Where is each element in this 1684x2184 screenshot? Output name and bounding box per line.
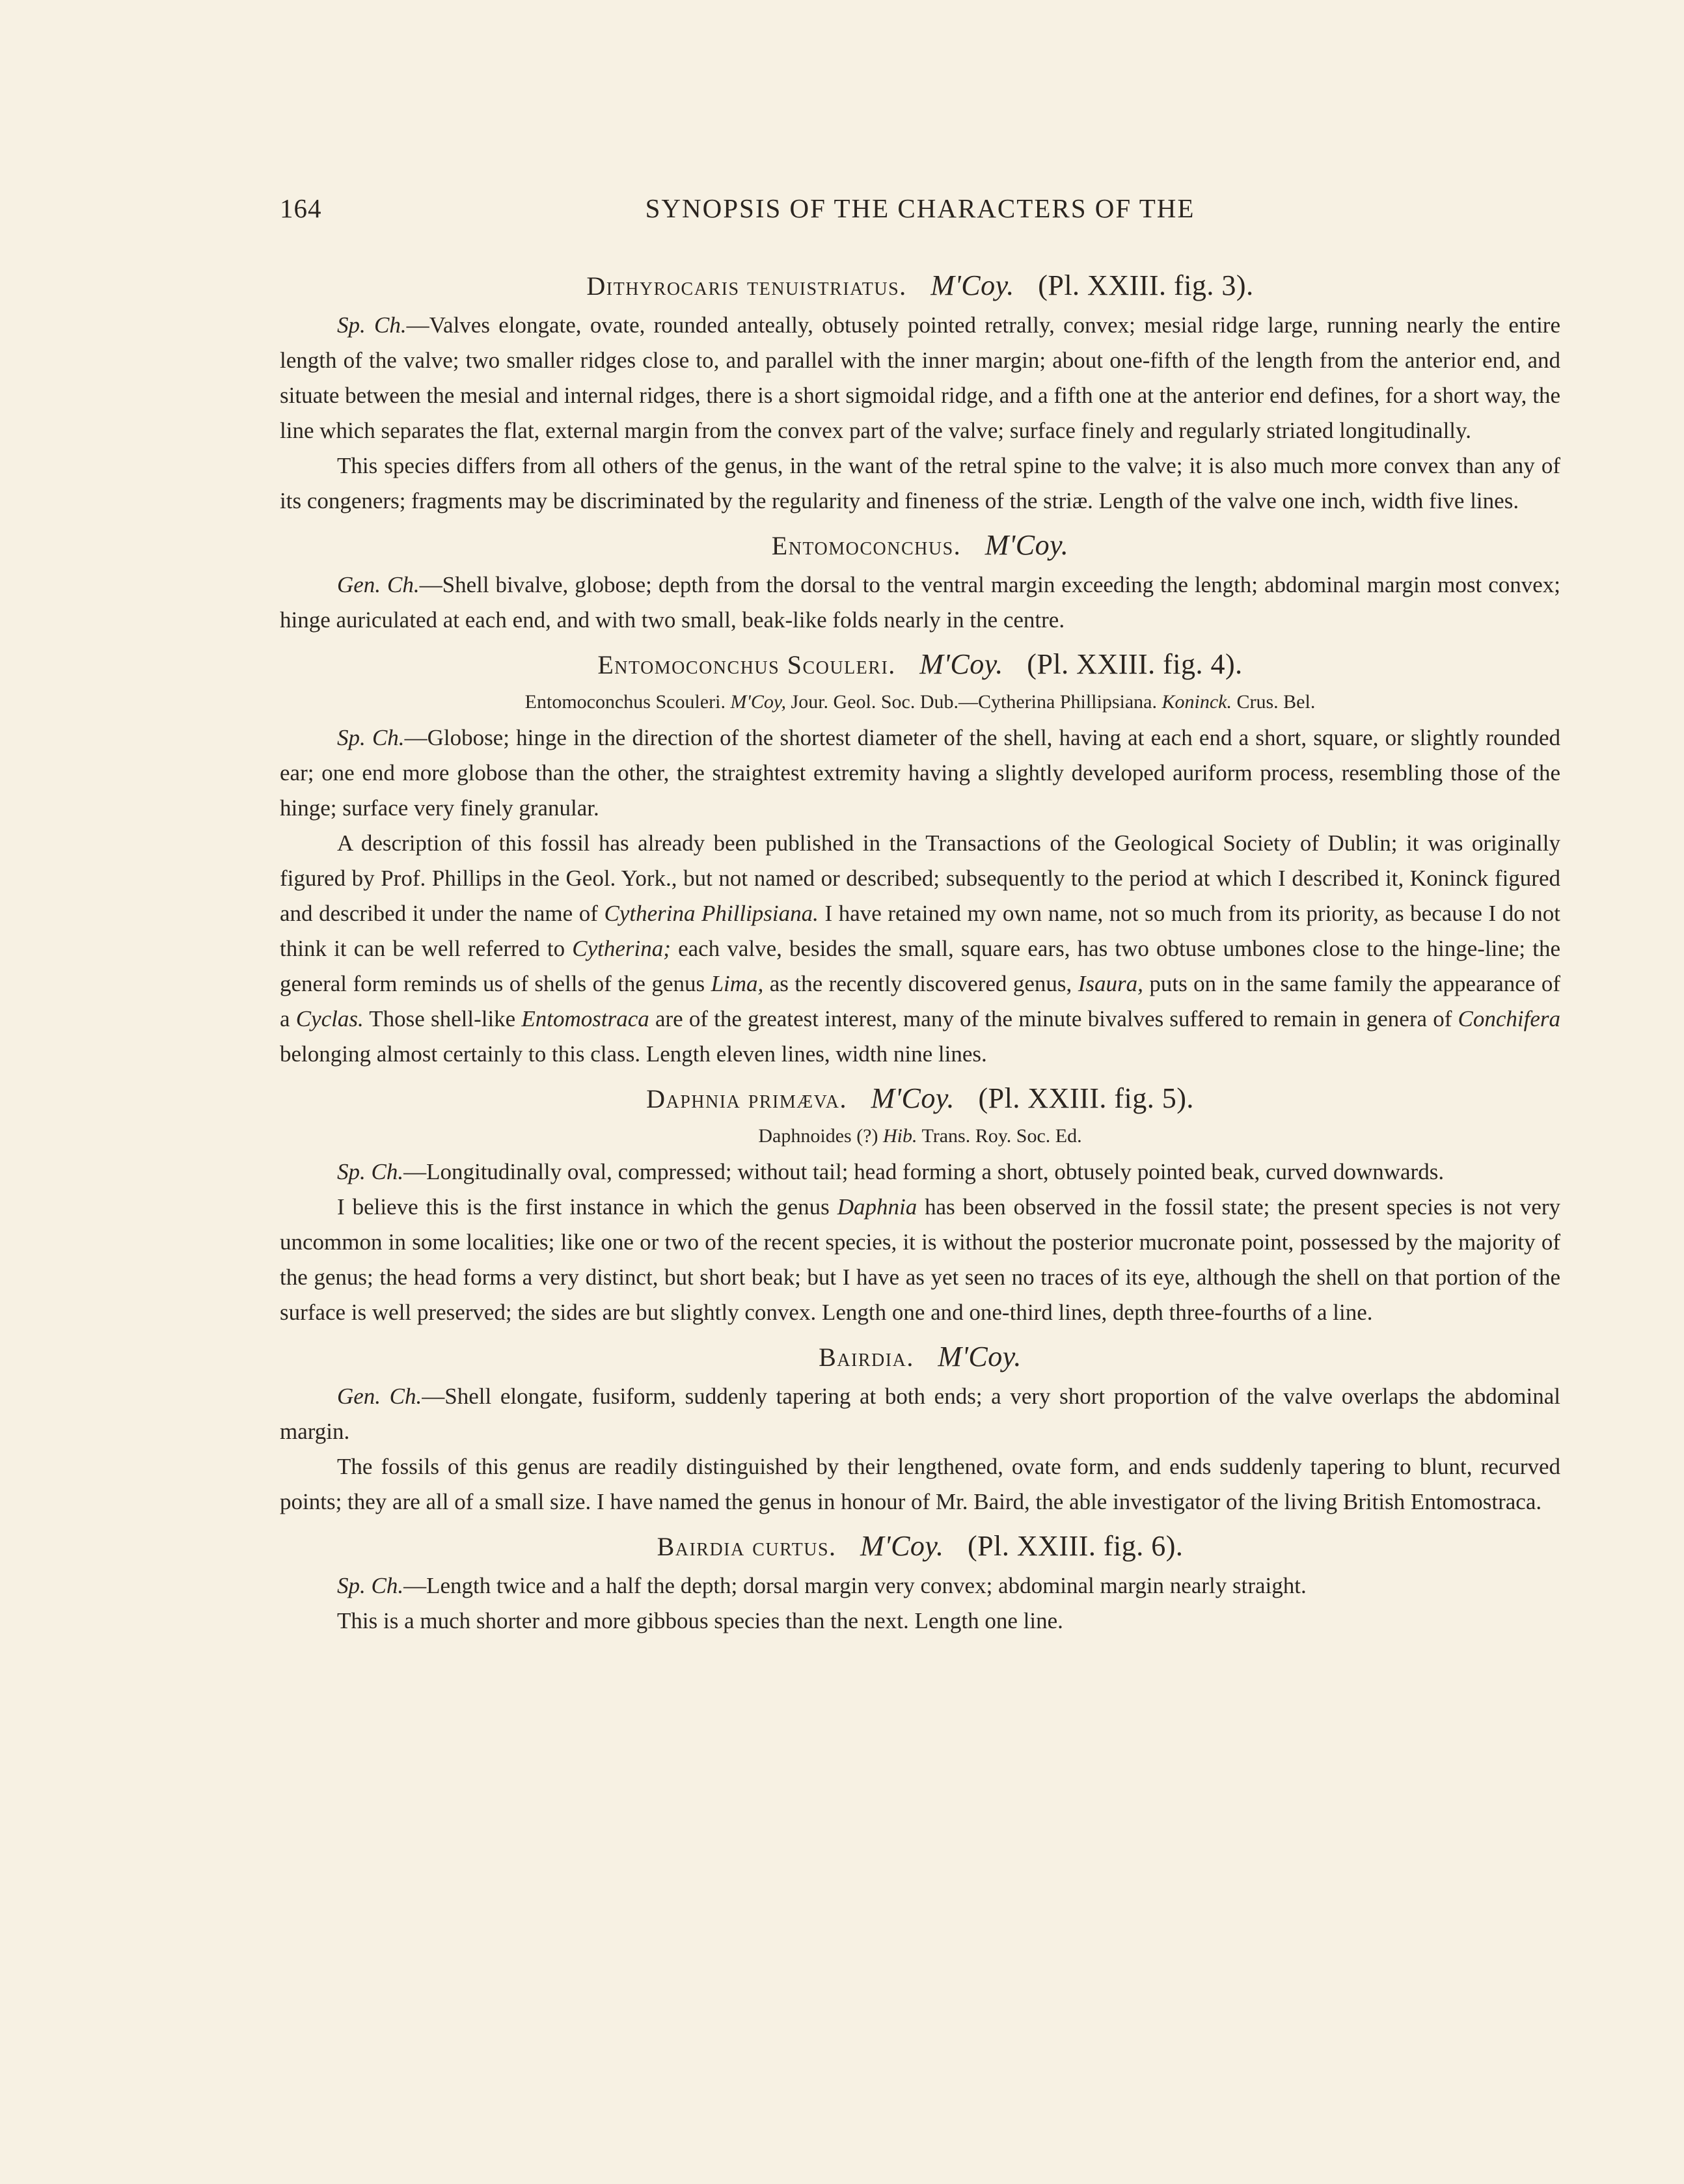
synonym-author: Hib.: [883, 1125, 917, 1147]
italic-name: Daphnia: [837, 1194, 917, 1220]
running-title: SYNOPSIS OF THE CHARACTERS OF THE: [645, 193, 1195, 223]
taxon-name: Bairdia curtus.: [657, 1532, 837, 1561]
paragraph: [280, 1449, 1560, 1520]
taxon-author: M'Coy.: [860, 1530, 944, 1562]
taxon-author: M'Coy.: [871, 1082, 955, 1114]
taxon-author: M'Coy.: [985, 529, 1069, 561]
text-column: [280, 266, 1560, 1639]
species-heading: [280, 268, 1560, 304]
italic-name: Cytherina;: [572, 936, 671, 961]
taxon-author: M'Coy.: [919, 648, 1003, 680]
species-heading: [280, 1529, 1560, 1564]
paragraph: [280, 448, 1560, 519]
species-heading: [280, 1081, 1560, 1117]
paragraph: [280, 826, 1560, 1072]
taxon-name: Daphnia primæva.: [646, 1084, 847, 1113]
paragraph: [280, 308, 1560, 448]
taxon-name: Entomoconchus Scouleri.: [597, 650, 896, 679]
plate-reference: (Pl. XXIII. fig. 5).: [978, 1082, 1194, 1114]
paragraph-text: —Valves elongate, ovate, rounded anteally, obtusely pointed retrally, convex; mesial ridge large, running nearly the entire length of the valve; two smaller ridges close to, and parallel with the inner margin; about one-fifth of the length from the anterior end, and situate between the mesial and internal ridges, there is a short sigmoidal ridge, and a fifth one at the anterior end defines, for a short way, the line which separates the flat, external margin from the convex part of the valve; surface finely and regularly striated longitudinally.: [280, 312, 1560, 443]
synonym-author: M'Coy,: [730, 691, 787, 713]
paragraph-text: I believe this is the first instance in which the genus: [337, 1194, 837, 1220]
synonym-author: Koninck.: [1161, 691, 1232, 713]
paragraph-text: —Longitudinally oval, compressed; without tail; head forming a short, obtusely pointed beak, curved downwards.: [403, 1159, 1445, 1184]
plate-reference: (Pl. XXIII. fig. 4).: [1027, 648, 1243, 680]
paragraph-text: —Shell bivalve, globose; depth from the dorsal to the ventral margin exceeding the length; abdominal margin most convex; hinge auriculated at each end, and with two small, beak-like folds nearly in the centre.: [280, 572, 1560, 633]
italic-name: Cytherina Phillipsiana.: [604, 901, 819, 926]
synonymy-line: [280, 687, 1560, 718]
italic-name: Entomostraca: [521, 1006, 649, 1031]
paragraph-text: —Globose; hinge in the direction of the shortest diameter of the shell, having at each end a short, square, or slightly rounded ear; one end more globose than the other, the straightest extremity having a slightly developed auriform process, resembling those of the hinge; surface very finely granular.: [280, 725, 1560, 821]
character-label: Sp. Ch.: [337, 1573, 404, 1598]
paragraph-text: —Length twice and a half the depth; dorsal margin very convex; abdominal margin nearly straight.: [403, 1573, 1307, 1598]
genus-heading: [280, 1339, 1560, 1375]
paragraph-text: belonging almost certainly to this class. Length eleven lines, width nine lines.: [280, 1041, 987, 1067]
synonym-text: Crus. Bel.: [1236, 691, 1316, 713]
paragraph-text: puts on in the same family the appearance of a: [280, 971, 1560, 1031]
plate-reference: (Pl. XXIII. fig. 3).: [1038, 269, 1254, 301]
character-label: Gen. Ch.: [337, 1384, 422, 1409]
character-label: Sp. Ch.: [337, 312, 407, 338]
paragraph-text: A description of this fossil has already been published in the Transactions of the Geological Society of Dublin; it was originally figured by Prof. Phillips in the Geol. York., but not named or described; subsequently to the period at which I described it, Koninck figured and described it under the name of: [280, 830, 1560, 926]
species-heading: [280, 647, 1560, 683]
paragraph: [280, 1379, 1560, 1449]
paragraph-text: The fossils of this genus are readily distinguished by their lengthened, ovate form, and ends suddenly tapering to blunt, recurved points; they are all of a small size. I have named the genus in honour of Mr. Baird, the able investigator of the living British Entomostraca.: [280, 1454, 1560, 1514]
paragraph-text: Those shell-like: [363, 1006, 522, 1031]
character-label: Gen. Ch.: [337, 572, 420, 597]
paragraph-text: as the recently discovered genus,: [763, 971, 1078, 996]
paragraph-text: This is a much shorter and more gibbous species than the next. Length one line.: [337, 1608, 1063, 1633]
paragraph: [280, 567, 1560, 638]
paragraph-text: are of the greatest interest, many of the minute bivalves suffered to remain in genera of: [649, 1006, 1458, 1031]
synonym-text: Trans. Roy. Soc. Ed.: [921, 1125, 1082, 1147]
synonymy-line: [280, 1121, 1560, 1152]
paragraph-text: has been observed in the fossil state; the present species is not very uncommon in some localities; like one or two of the recent species, it is without the posterior mucronate point, possessed by the majority of the genus; the head forms a very distinct, but short beak; but I have as yet seen no traces of its eye, although the shell on that portion of the surface is well preserved; the sides are but slightly convex. Length one and one-third lines, depth three-fourths of a line.: [280, 1194, 1561, 1325]
taxon-author: M'Coy.: [930, 269, 1014, 301]
paragraph: [280, 1604, 1560, 1639]
italic-name: Isaura,: [1078, 971, 1143, 996]
paragraph: [280, 1190, 1560, 1330]
paragraph-text: I have retained my own name, not so much from its priority, as because I do not think it can be well referred to: [280, 901, 1561, 961]
genus-heading: [280, 528, 1560, 564]
paragraph-text: each valve, besides the small, square ears, has two obtuse umbones close to the hinge-line; the general form reminds us of shells of the genus: [280, 936, 1560, 996]
synonym-text: Entomoconchus Scouleri.: [524, 691, 726, 713]
paragraph-text: —Shell elongate, fusiform, suddenly tapering at both ends; a very short proportion of the valve overlaps the abdominal margin.: [280, 1384, 1560, 1444]
character-label: Sp. Ch.: [337, 725, 405, 750]
italic-name: Cyclas.: [295, 1006, 364, 1031]
paragraph: [280, 720, 1560, 826]
paragraph-text: This species differs from all others of the genus, in the want of the retral spine to the valve; it is also much more convex than any of its congeners; fragments may be discriminated by the regularity and fineness of the striæ. Length of the valve one inch, width five lines.: [280, 453, 1560, 513]
taxon-name: Dithyrocaris tenuistriatus.: [586, 271, 907, 301]
synonym-text: Jour. Geol. Soc. Dub.—Cytherina Phillipsiana.: [791, 691, 1157, 713]
italic-name: Lima,: [711, 971, 764, 996]
synonym-text: Daphnoides (?): [758, 1125, 878, 1147]
page-number: 164: [280, 193, 322, 223]
taxon-author: M'Coy.: [938, 1341, 1022, 1372]
taxon-name: Entomoconchus.: [771, 531, 962, 560]
paragraph: [280, 1568, 1560, 1604]
paragraph: [280, 1154, 1560, 1190]
plate-reference: (Pl. XXIII. fig. 6).: [968, 1530, 1184, 1562]
italic-name: Conchifera: [1458, 1006, 1561, 1031]
character-label: Sp. Ch.: [337, 1159, 404, 1184]
taxon-name: Bairdia.: [819, 1343, 914, 1372]
